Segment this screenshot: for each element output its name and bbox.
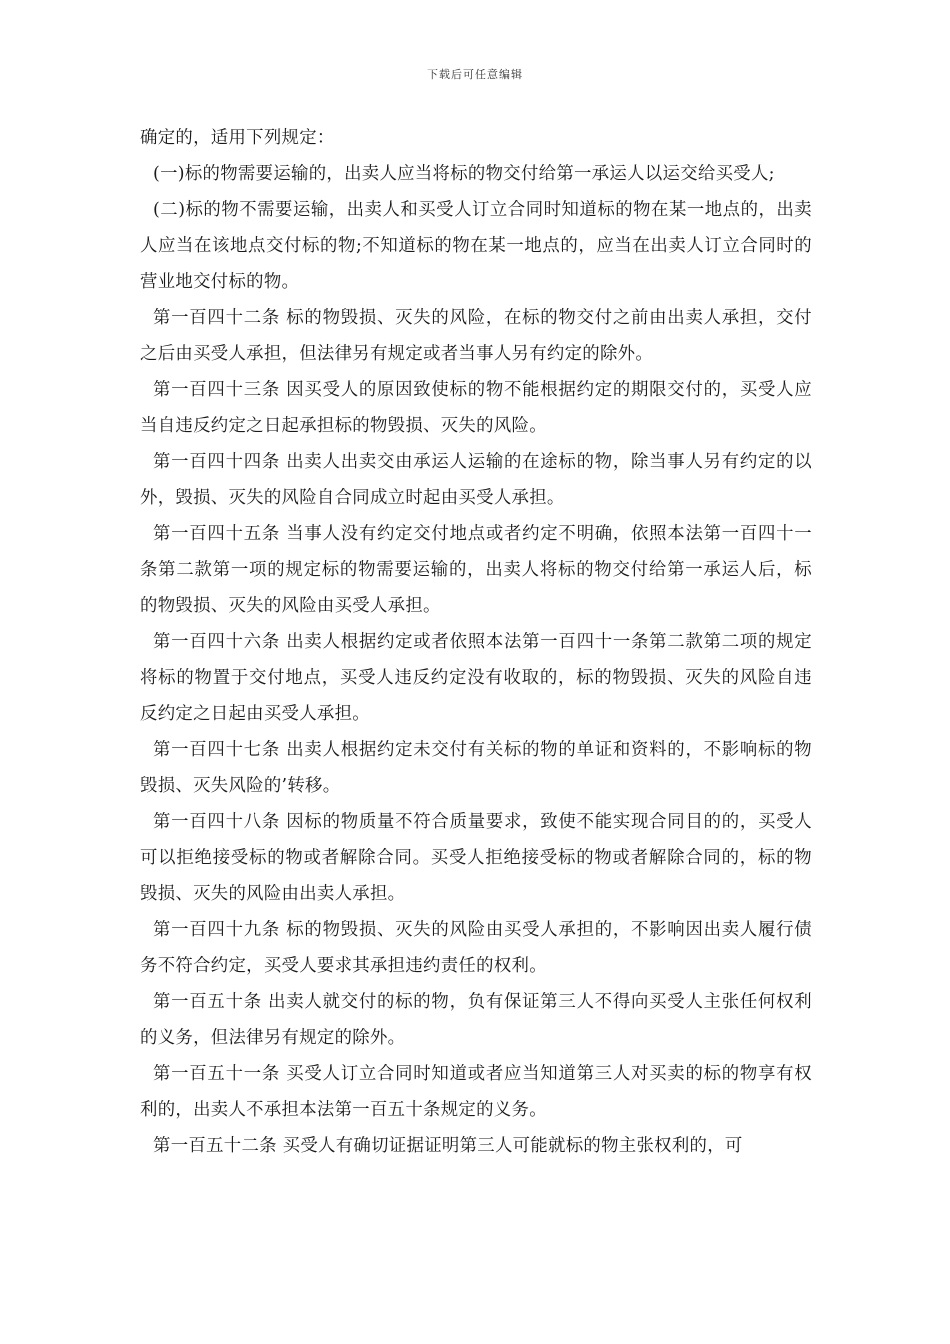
paragraph-article-151: 第一百五十一条 买受人订立合同时知道或者应当知道第三人对买卖的标的物享有权利的，出卖人不承担本法第一百五十条规定的义务。 (140, 1064, 812, 1120)
paragraph-article-149: 第一百四十九条 标的物毁损、灭失的风险由买受人承担的，不影响因出卖人履行债务不符合约定，买受人要求其承担违约责任的权利。 (140, 920, 812, 976)
paragraph: (一)标的物需要运输的，出卖人应当将标的物交付给第一承运人以运交给买受人; (153, 164, 775, 184)
paragraph-article-146: 第一百四十六条 出卖人根据约定或者依照本法第一百四十一条第二款第二项的规定将标的物置于交付地点，买受人违反约定没有收取的，标的物毁损、灭失的风险自违反约定之日起由买受人承担。 (140, 632, 812, 724)
paragraph-article-142: 第一百四十二条 标的物毁损、灭失的风险，在标的物交付之前由出卖人承担，交付之后由买受人承担，但法律另有规定或者当事人另有约定的除外。 (140, 308, 812, 364)
paragraph-article-150: 第一百五十条 出卖人就交付的标的物，负有保证第三人不得向买受人主张任何权利的义务，但法律另有规定的除外。 (140, 992, 812, 1048)
paragraph: 确定的，适用下列规定： (140, 128, 335, 148)
paragraph-article-152: 第一百五十二条 买受人有确切证据证明第三人可能就标的物主张权利的，可 (153, 1136, 743, 1156)
paragraph-article-144: 第一百四十四条 出卖人出卖交由承运人运输的在途标的物，除当事人另有约定的以外，毁损、灭失的风险自合同成立时起由买受人承担。 (140, 452, 812, 508)
document-body (140, 120, 812, 1164)
paragraph-article-148: 第一百四十八条 因标的物质量不符合质量要求，致使不能实现合同目的的，买受人可以拒绝接受标的物或者解除合同。买受人拒绝接受标的物或者解除合同的，标的物毁损、灭失的风险由出卖人承担。 (140, 812, 812, 904)
page-header-note: 下载后可任意编辑 (427, 68, 523, 81)
paragraph-article-143: 第一百四十三条 因买受人的原因致使标的物不能根据约定的期限交付的，买受人应当自违反约定之日起承担标的物毁损、灭失的风险。 (140, 380, 812, 436)
paragraph-article-147: 第一百四十七条 出卖人根据约定未交付有关标的物的单证和资料的，不影响标的物毁损、灭失风险的’转移。 (140, 740, 812, 796)
paragraph: (二)标的物不需要运输，出卖人和买受人订立合同时知道标的物在某一地点的，出卖人应当在该地点交付标的物;不知道标的物在某一地点的，应当在出卖人订立合同时的营业地交付标的物。 (140, 200, 812, 292)
paragraph-article-145: 第一百四十五条 当事人没有约定交付地点或者约定不明确，依照本法第一百四十一条第二款第一项的规定标的物需要运输的，出卖人将标的物交付给第一承运人后，标的物毁损、灭失的风险由买受人承担。 (140, 524, 812, 616)
